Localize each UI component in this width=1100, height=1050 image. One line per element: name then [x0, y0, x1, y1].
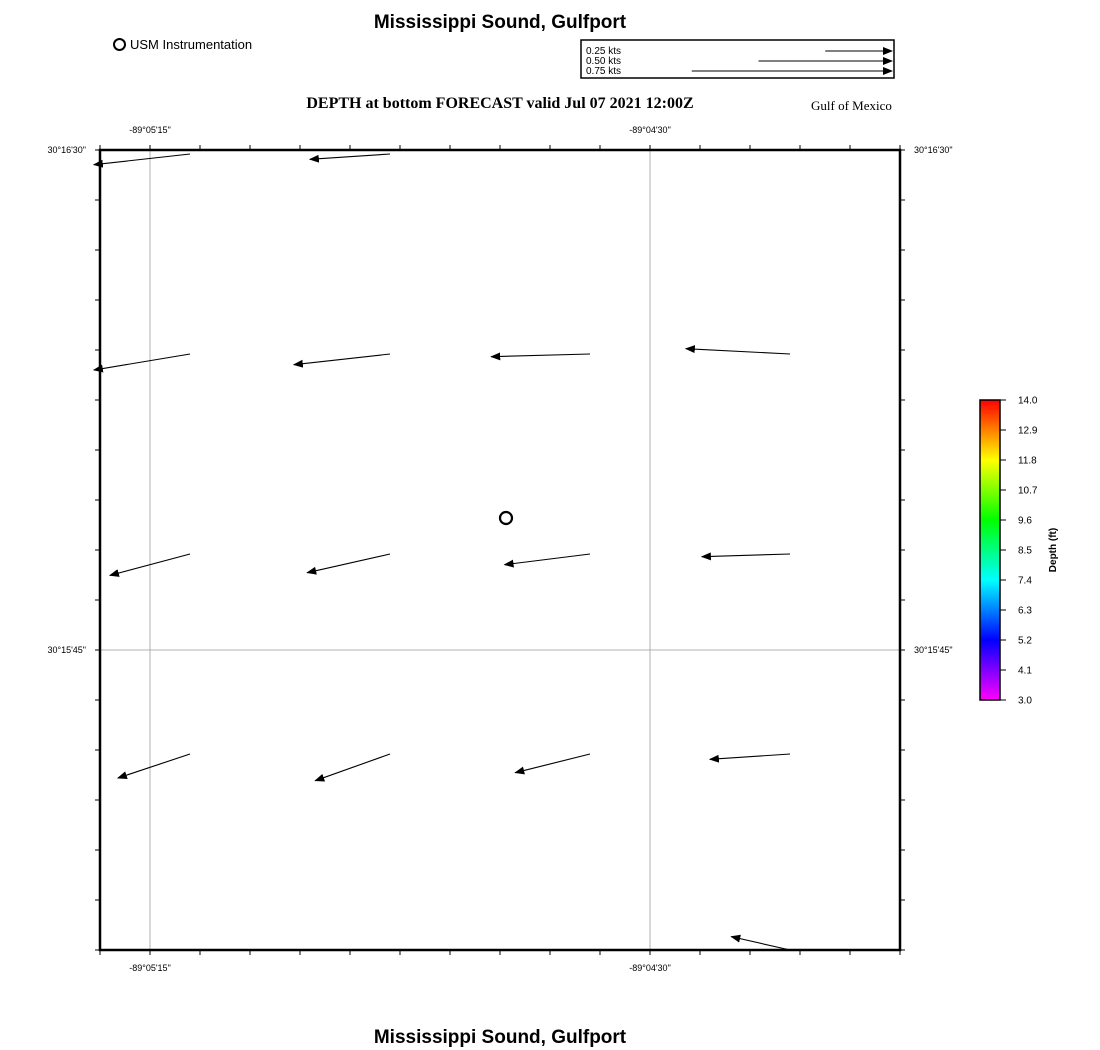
colorbar-tick-label: 12.9 — [1018, 425, 1038, 437]
map-title: Mississippi Sound, Gulfport — [373, 12, 627, 33]
forecast-subtitle: DEPTH at bottom FORECAST valid Jul 07 2021 12:00Z — [306, 95, 694, 112]
current-vector-arrow — [686, 349, 790, 354]
current-vector-arrow — [94, 154, 190, 165]
current-vectors — [94, 154, 790, 950]
station-marker[interactable] — [500, 512, 512, 524]
current-vector-arrow — [710, 754, 790, 759]
lat-label-left: 30°15'45" — [47, 645, 86, 655]
lon-label-bottom: -89°05'15" — [129, 963, 171, 973]
lat-label-left: 30°16'30" — [47, 145, 86, 155]
region-label: Gulf of Mexico — [811, 98, 892, 113]
current-vector-arrow — [294, 354, 390, 365]
colorbar-tick-label: 9.6 — [1018, 515, 1032, 527]
current-vector-arrow — [702, 554, 790, 557]
map-frame — [100, 150, 900, 950]
vector-scale-label: 0.25 kts — [586, 46, 622, 57]
vector-scale-box — [581, 40, 894, 78]
station-legend-label: USM Instrumentation — [130, 37, 253, 52]
vector-scale-label: 0.50 kts — [586, 56, 622, 67]
map-axis-labels — [47, 125, 952, 973]
current-vector-arrow — [307, 554, 390, 573]
colorbar-tick-label: 7.4 — [1018, 575, 1032, 587]
depth-colorbar — [980, 396, 1059, 707]
colorbar-tick-label: 14.0 — [1018, 395, 1038, 407]
current-vector-arrow — [515, 754, 590, 773]
lon-label-top: -89°05'15" — [129, 125, 171, 135]
current-vector-arrow — [315, 754, 390, 781]
colorbar-tick-label: 10.7 — [1018, 485, 1038, 497]
map-ticks — [95, 145, 905, 955]
map-grid — [100, 150, 900, 950]
vector-scale-label: 0.75 kts — [586, 66, 622, 77]
colorbar-tick-label: 3.0 — [1018, 695, 1032, 707]
current-vector-arrow — [94, 354, 190, 370]
current-vector-arrow — [491, 354, 590, 357]
current-vector-arrow — [310, 154, 390, 159]
lon-label-bottom: -89°04'30" — [629, 963, 671, 973]
current-vector-arrow — [118, 754, 190, 778]
lat-label-right: 30°16'30" — [914, 145, 953, 155]
colorbar-tick-label: 11.8 — [1018, 455, 1037, 467]
colorbar-tick-label: 4.1 — [1018, 665, 1032, 677]
colorbar-gradient — [980, 400, 1000, 700]
vector-scale-legend — [581, 40, 894, 78]
current-vector-arrow — [505, 554, 590, 565]
lon-label-top: -89°04'30" — [629, 125, 671, 135]
colorbar-tick-label: 6.3 — [1018, 605, 1032, 617]
map-footer-title: Mississippi Sound, Gulfport — [373, 1027, 627, 1048]
colorbar-tick-label: 5.2 — [1018, 635, 1032, 647]
colorbar-label: Depth (ft) — [1048, 527, 1059, 573]
colorbar-tick-label: 8.5 — [1018, 545, 1032, 557]
lat-label-right: 30°15'45" — [914, 645, 953, 655]
current-vector-arrow — [731, 937, 790, 950]
